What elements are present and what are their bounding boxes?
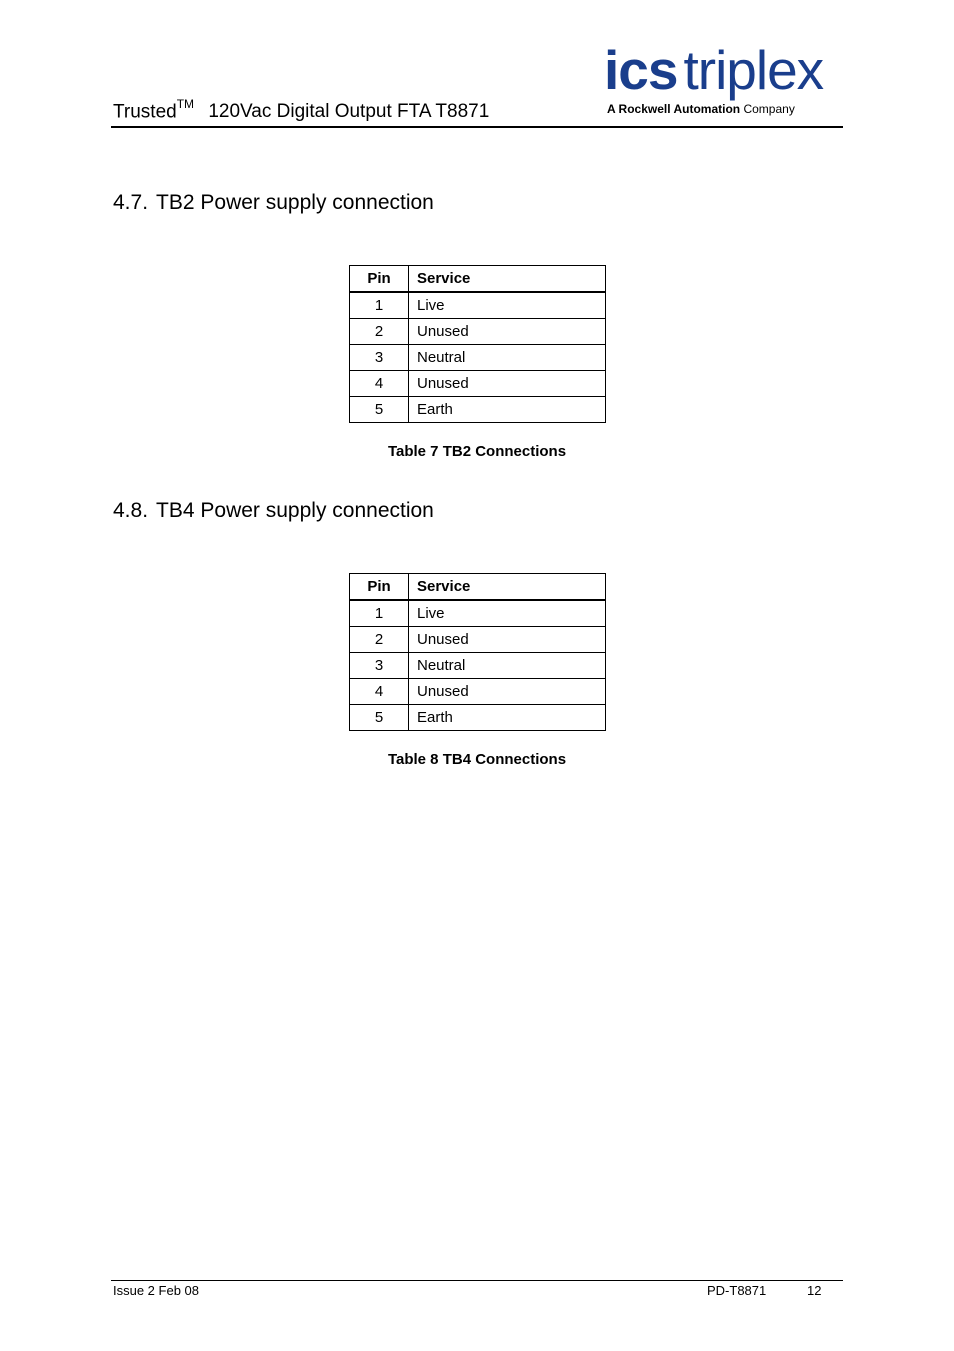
- logo-ics: ics: [604, 39, 678, 101]
- footer-page-number: 12: [807, 1283, 822, 1298]
- tb2-connections-table: [349, 265, 606, 423]
- table-row: [350, 345, 606, 371]
- service-cell: Unused: [409, 679, 606, 705]
- table-row: [350, 292, 606, 319]
- service-cell: Neutral: [409, 345, 606, 371]
- table-row: [350, 600, 606, 627]
- pin-cell: 5: [350, 397, 409, 423]
- section-title: TB2 Power supply connection: [156, 191, 434, 214]
- section-number: 4.7.: [113, 191, 149, 214]
- pin-cell: 3: [350, 345, 409, 371]
- table-row: [350, 627, 606, 653]
- service-cell: Earth: [409, 705, 606, 731]
- table-header-row: [350, 266, 606, 293]
- footer-issue: Issue 2 Feb 08: [113, 1283, 199, 1298]
- column-header-pin: Pin: [350, 574, 409, 601]
- table-header-row: [350, 574, 606, 601]
- column-header-pin: Pin: [350, 266, 409, 293]
- table-caption-8: Table 8 TB4 Connections: [387, 751, 567, 768]
- pin-cell: 2: [350, 627, 409, 653]
- tb4-connections-table: [349, 573, 606, 731]
- table-row: [350, 319, 606, 345]
- logo-tagline-main: A Rockwell Automation: [607, 102, 741, 116]
- logo-triplex: triplex: [683, 39, 824, 101]
- header-tm: TM: [176, 97, 195, 111]
- table-row: [350, 371, 606, 397]
- footer-divider: [111, 1280, 843, 1281]
- section-heading-4-8: [113, 499, 434, 523]
- section-number: 4.8.: [113, 499, 149, 522]
- pin-cell: 5: [350, 705, 409, 731]
- service-cell: Earth: [409, 397, 606, 423]
- logo-wordmark: [604, 40, 823, 100]
- table-row: [350, 679, 606, 705]
- pin-cell: 3: [350, 653, 409, 679]
- pin-cell: 2: [350, 319, 409, 345]
- logo-tagline: [607, 102, 795, 116]
- pin-cell: 4: [350, 371, 409, 397]
- page-header-title: [113, 99, 489, 123]
- table-row: [350, 653, 606, 679]
- logo-tagline-company: Company: [743, 102, 795, 116]
- column-header-service: Service: [409, 266, 606, 293]
- pin-cell: 1: [350, 292, 409, 319]
- table-row: [350, 705, 606, 731]
- table-caption-7: Table 7 TB2 Connections: [387, 443, 567, 460]
- footer-doc-id: PD-T8871: [707, 1283, 767, 1298]
- header-divider: [111, 126, 843, 128]
- service-cell: Unused: [409, 627, 606, 653]
- service-cell: Live: [409, 292, 606, 319]
- section-heading-4-7: [113, 191, 434, 215]
- header-doc-title: 120Vac Digital Output FTA T8871: [208, 101, 490, 123]
- service-cell: Neutral: [409, 653, 606, 679]
- pin-cell: 4: [350, 679, 409, 705]
- header-trusted: Trusted: [113, 101, 177, 123]
- column-header-service: Service: [409, 574, 606, 601]
- service-cell: Unused: [409, 371, 606, 397]
- service-cell: Live: [409, 600, 606, 627]
- section-title: TB4 Power supply connection: [156, 499, 434, 522]
- table-row: [350, 397, 606, 423]
- ics-triplex-logo: [604, 40, 840, 120]
- pin-cell: 1: [350, 600, 409, 627]
- service-cell: Unused: [409, 319, 606, 345]
